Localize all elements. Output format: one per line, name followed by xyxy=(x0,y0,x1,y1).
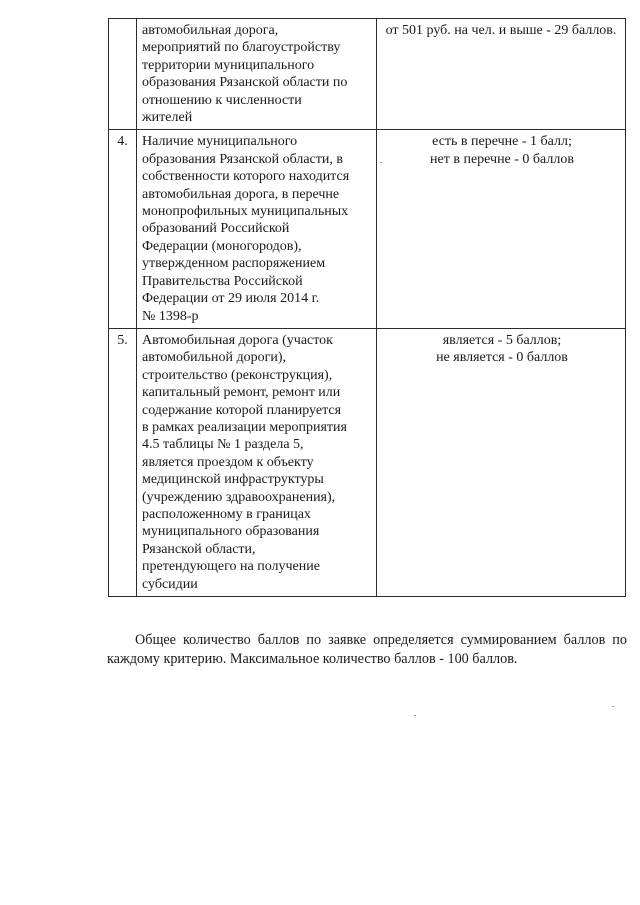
criterion-line: образований Российской xyxy=(142,221,290,237)
criterion-cell xyxy=(137,130,377,328)
criterion-line: автомобильная дорога, xyxy=(142,23,279,38)
row-number: 5. xyxy=(109,328,137,596)
criterion-line: собственности которого находится xyxy=(142,169,350,185)
criterion-line: медицинской инфраструктуры xyxy=(142,472,324,488)
criterion-cell xyxy=(137,19,377,130)
criterion-line: жителей xyxy=(142,110,193,126)
table-row xyxy=(109,130,626,328)
criterion-line: (учреждению здравоохранения), xyxy=(142,489,336,505)
scan-speck xyxy=(612,706,614,707)
criterion-line: мероприятий по благоустройству xyxy=(142,40,341,56)
table-row xyxy=(109,328,626,596)
score-line: есть в перечне - 1 балл; xyxy=(432,134,572,150)
criterion-line: № 1398-р xyxy=(142,308,199,324)
criterion-line: является проездом к объекту xyxy=(142,454,314,470)
row-number: 4. xyxy=(109,130,137,328)
criterion-line: территории муниципального xyxy=(142,57,315,73)
score-cell xyxy=(377,19,626,130)
score-line: нет в перечне - 0 баллов xyxy=(430,151,574,167)
score-line: от 501 руб. на чел. и выше - 29 баллов. xyxy=(385,23,617,38)
criterion-cell xyxy=(137,328,377,596)
criterion-line: в рамках реализации мероприятия xyxy=(142,419,347,435)
criterion-line: 4.5 таблицы № 1 раздела 5, xyxy=(142,437,304,453)
scan-speck xyxy=(380,162,382,163)
criteria-table xyxy=(108,18,626,597)
scan-speck xyxy=(414,715,416,716)
criterion-line: отношению к численности xyxy=(142,92,302,108)
score-cell xyxy=(377,130,626,328)
criterion-line: строительство (реконструкция), xyxy=(142,367,333,383)
criterion-line: образования Рязанской области по xyxy=(142,75,348,91)
criterion-line: претендующего на получение xyxy=(142,559,320,575)
criterion-line: расположенному в границах xyxy=(142,506,311,522)
criterion-line: Наличие муниципального xyxy=(142,134,298,150)
row-number xyxy=(109,19,137,130)
closing-paragraph: Общее количество баллов по заявке определяется суммированием баллов по каждому критерию. Максимальное количество баллов - 100 баллов. xyxy=(107,632,627,667)
criterion-line: образования Рязанской области, в xyxy=(142,151,343,167)
criterion-line: Федерации (моногородов), xyxy=(142,238,302,254)
criterion-line: Автомобильная дорога (участок xyxy=(142,332,333,348)
criterion-line: муниципального образования xyxy=(142,524,320,540)
criterion-line: автомобильной дороги), xyxy=(142,350,286,366)
criterion-line: Рязанской области, xyxy=(142,541,256,557)
criterion-line: Правительства Российской xyxy=(142,273,303,289)
score-cell xyxy=(377,328,626,596)
table-row xyxy=(109,19,626,130)
criterion-line: утвержденном распоряжением xyxy=(142,256,326,272)
score-line: является - 5 баллов; xyxy=(442,332,562,348)
criterion-line: автомобильная дорога, в перечне xyxy=(142,186,340,202)
criterion-line: содержание которой планируется xyxy=(142,402,342,418)
criterion-line: монопрофильных муниципальных xyxy=(142,204,349,220)
criterion-line: Федерации от 29 июля 2014 г. xyxy=(142,291,320,307)
score-line: не является - 0 баллов xyxy=(436,350,568,366)
criterion-line: капитальный ремонт, ремонт или xyxy=(142,385,341,401)
criterion-line: субсидии xyxy=(142,576,198,592)
